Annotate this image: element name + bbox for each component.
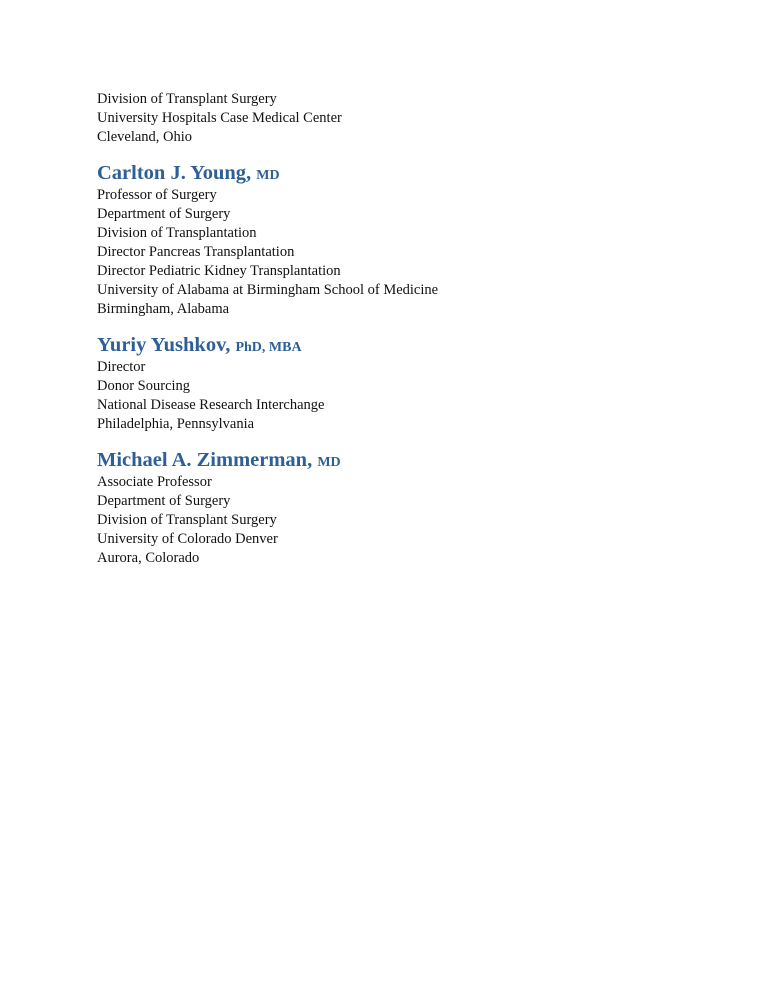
- credentials: MD: [317, 455, 341, 470]
- affiliation-line: University Hospitals Case Medical Center: [97, 110, 342, 126]
- affiliation-line: University of Colorado Denver: [97, 531, 278, 547]
- contributor-entry-zimmerman: [97, 447, 737, 568]
- affiliation-line: Associate Professor: [97, 474, 212, 490]
- contributor-entry-young: [97, 160, 737, 319]
- affiliation-line: Director: [97, 359, 146, 375]
- affiliation-line: Director Pediatric Kidney Transplantation: [97, 263, 341, 279]
- affiliation-line: Philadelphia, Pennsylvania: [97, 416, 255, 432]
- affiliation-line: Division of Transplant Surgery: [97, 512, 277, 528]
- affiliation-line: Aurora, Colorado: [97, 550, 200, 566]
- affiliation-line: Donor Sourcing: [97, 378, 191, 394]
- affiliation-line: Cleveland, Ohio: [97, 129, 193, 145]
- document-page: [97, 90, 737, 568]
- contributor-name: [97, 332, 737, 358]
- affiliation-line: Department of Surgery: [97, 206, 231, 222]
- contributor-name: [97, 447, 737, 473]
- name-text: Carlton J. Young,: [97, 162, 257, 184]
- affiliation-line: Professor of Surgery: [97, 187, 217, 203]
- credentials: MD: [256, 168, 280, 183]
- affiliation-line: Department of Surgery: [97, 493, 231, 509]
- affiliation-line: Division of Transplant Surgery: [97, 91, 277, 107]
- affiliation-line: National Disease Research Interchange: [97, 397, 325, 413]
- name-text: Yuriy Yushkov,: [97, 334, 236, 356]
- affiliation-line: Birmingham, Alabama: [97, 301, 230, 317]
- affiliation-line: Division of Transplantation: [97, 225, 257, 241]
- continuation-block: [97, 90, 737, 147]
- affiliation-line: Director Pancreas Transplantation: [97, 244, 295, 260]
- credentials: PhD, MBA: [235, 340, 302, 355]
- name-text: Michael A. Zimmerman,: [97, 449, 318, 471]
- contributor-entry-yushkov: [97, 332, 737, 434]
- contributor-name: [97, 160, 737, 186]
- affiliation-line: University of Alabama at Birmingham School of Medicine: [97, 282, 439, 298]
